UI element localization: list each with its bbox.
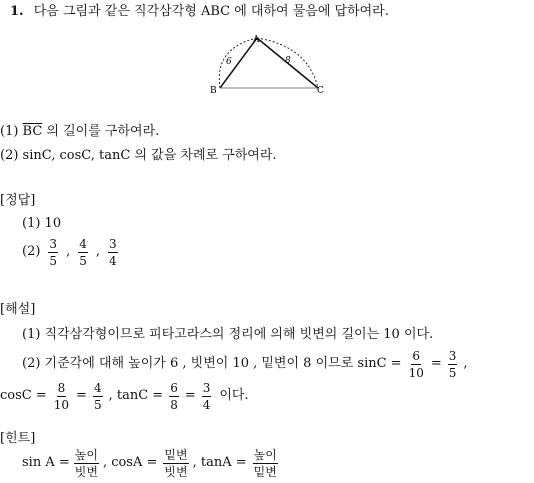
sin-fraction-reduced: $\frac{3}{5}$	[448, 348, 457, 380]
problem-statement	[10, 4, 389, 20]
answer-fraction-tan: $\frac{3}{4}$	[108, 236, 117, 268]
sin-definition-fraction: $\frac{\text{높이}}{\text{빗변}}$	[74, 447, 98, 479]
segment-bc: $\overline{BC}$	[22, 124, 43, 139]
tan-fraction-raw: $\frac{6}{8}$	[170, 380, 178, 412]
cos-fraction-reduced: $\frac{4}{5}$	[93, 380, 102, 412]
problem-number: 1.	[10, 4, 24, 19]
vertex-c-label: C	[317, 86, 324, 96]
question-1: (1) $\overline{BC}$ 의 길이를 구하여라.	[0, 124, 160, 139]
answer-1: (1) 10	[22, 216, 62, 231]
question-2: (2) sinC, cosC, tanC 의 값을 차례로 구하여라.	[0, 148, 277, 163]
hint-header: [힌트]	[0, 431, 36, 446]
sin-fraction-raw: $\frac{6}{10}$	[408, 348, 424, 380]
answer-fraction-sin: $\frac{3}{5}$	[49, 236, 58, 268]
vertex-b-label: B	[210, 86, 217, 96]
answer-fraction-cos: $\frac{4}{5}$	[79, 236, 87, 268]
solution-header: [해설]	[0, 302, 36, 317]
solution-step-3: cosC = $\frac{8}{10}$ = $\frac{4}{5}$ , tanC = $\frac{6}{8}$ = $\frac{3}{4}$ 이다.	[0, 380, 249, 412]
side-ab-label: 6	[226, 57, 232, 67]
tan-fraction-reduced: $\frac{3}{4}$	[202, 380, 211, 412]
vertex-a-label: A	[253, 35, 260, 45]
problem-text: 다음 그림과 같은 직각삼각형 ABC 에 대하여 물음에 답하여라.	[33, 4, 389, 19]
answer-2: (2) $\frac{3}{5}$ , $\frac{4}{5}$ , $\frac{3}{4}$	[22, 236, 117, 268]
triangle-figure	[200, 30, 330, 96]
hint-formulas: sin A = $\frac{\text{높이}}{\text{빗변}}$ , cosA = $\frac{\text{밑변}}{\text{빗변}}$ , tanA = $\frac{\text{높이}}{\text{밑변}}$	[22, 447, 277, 479]
cos-fraction-raw: $\frac{8}{10}$	[53, 380, 70, 412]
answer-header: [정답]	[0, 193, 36, 208]
solution-step-2: (2) 기준각에 대해 높이가 6 , 빗변이 10 , 밑변이 8 이므로 sinC = $\frac{6}{10}$ = $\frac{3}{5}$ ,	[22, 348, 468, 380]
tan-definition-fraction: $\frac{\text{높이}}{\text{밑변}}$	[253, 447, 277, 479]
cos-definition-fraction: $\frac{\text{밑변}}{\text{빗변}}$	[164, 447, 188, 479]
solution-step-1: (1) 직각삼각형이므로 피타고라스의 정리에 의해 빗변의 길이는 10 이다.	[22, 327, 434, 342]
side-ac-label: 8	[285, 56, 291, 66]
